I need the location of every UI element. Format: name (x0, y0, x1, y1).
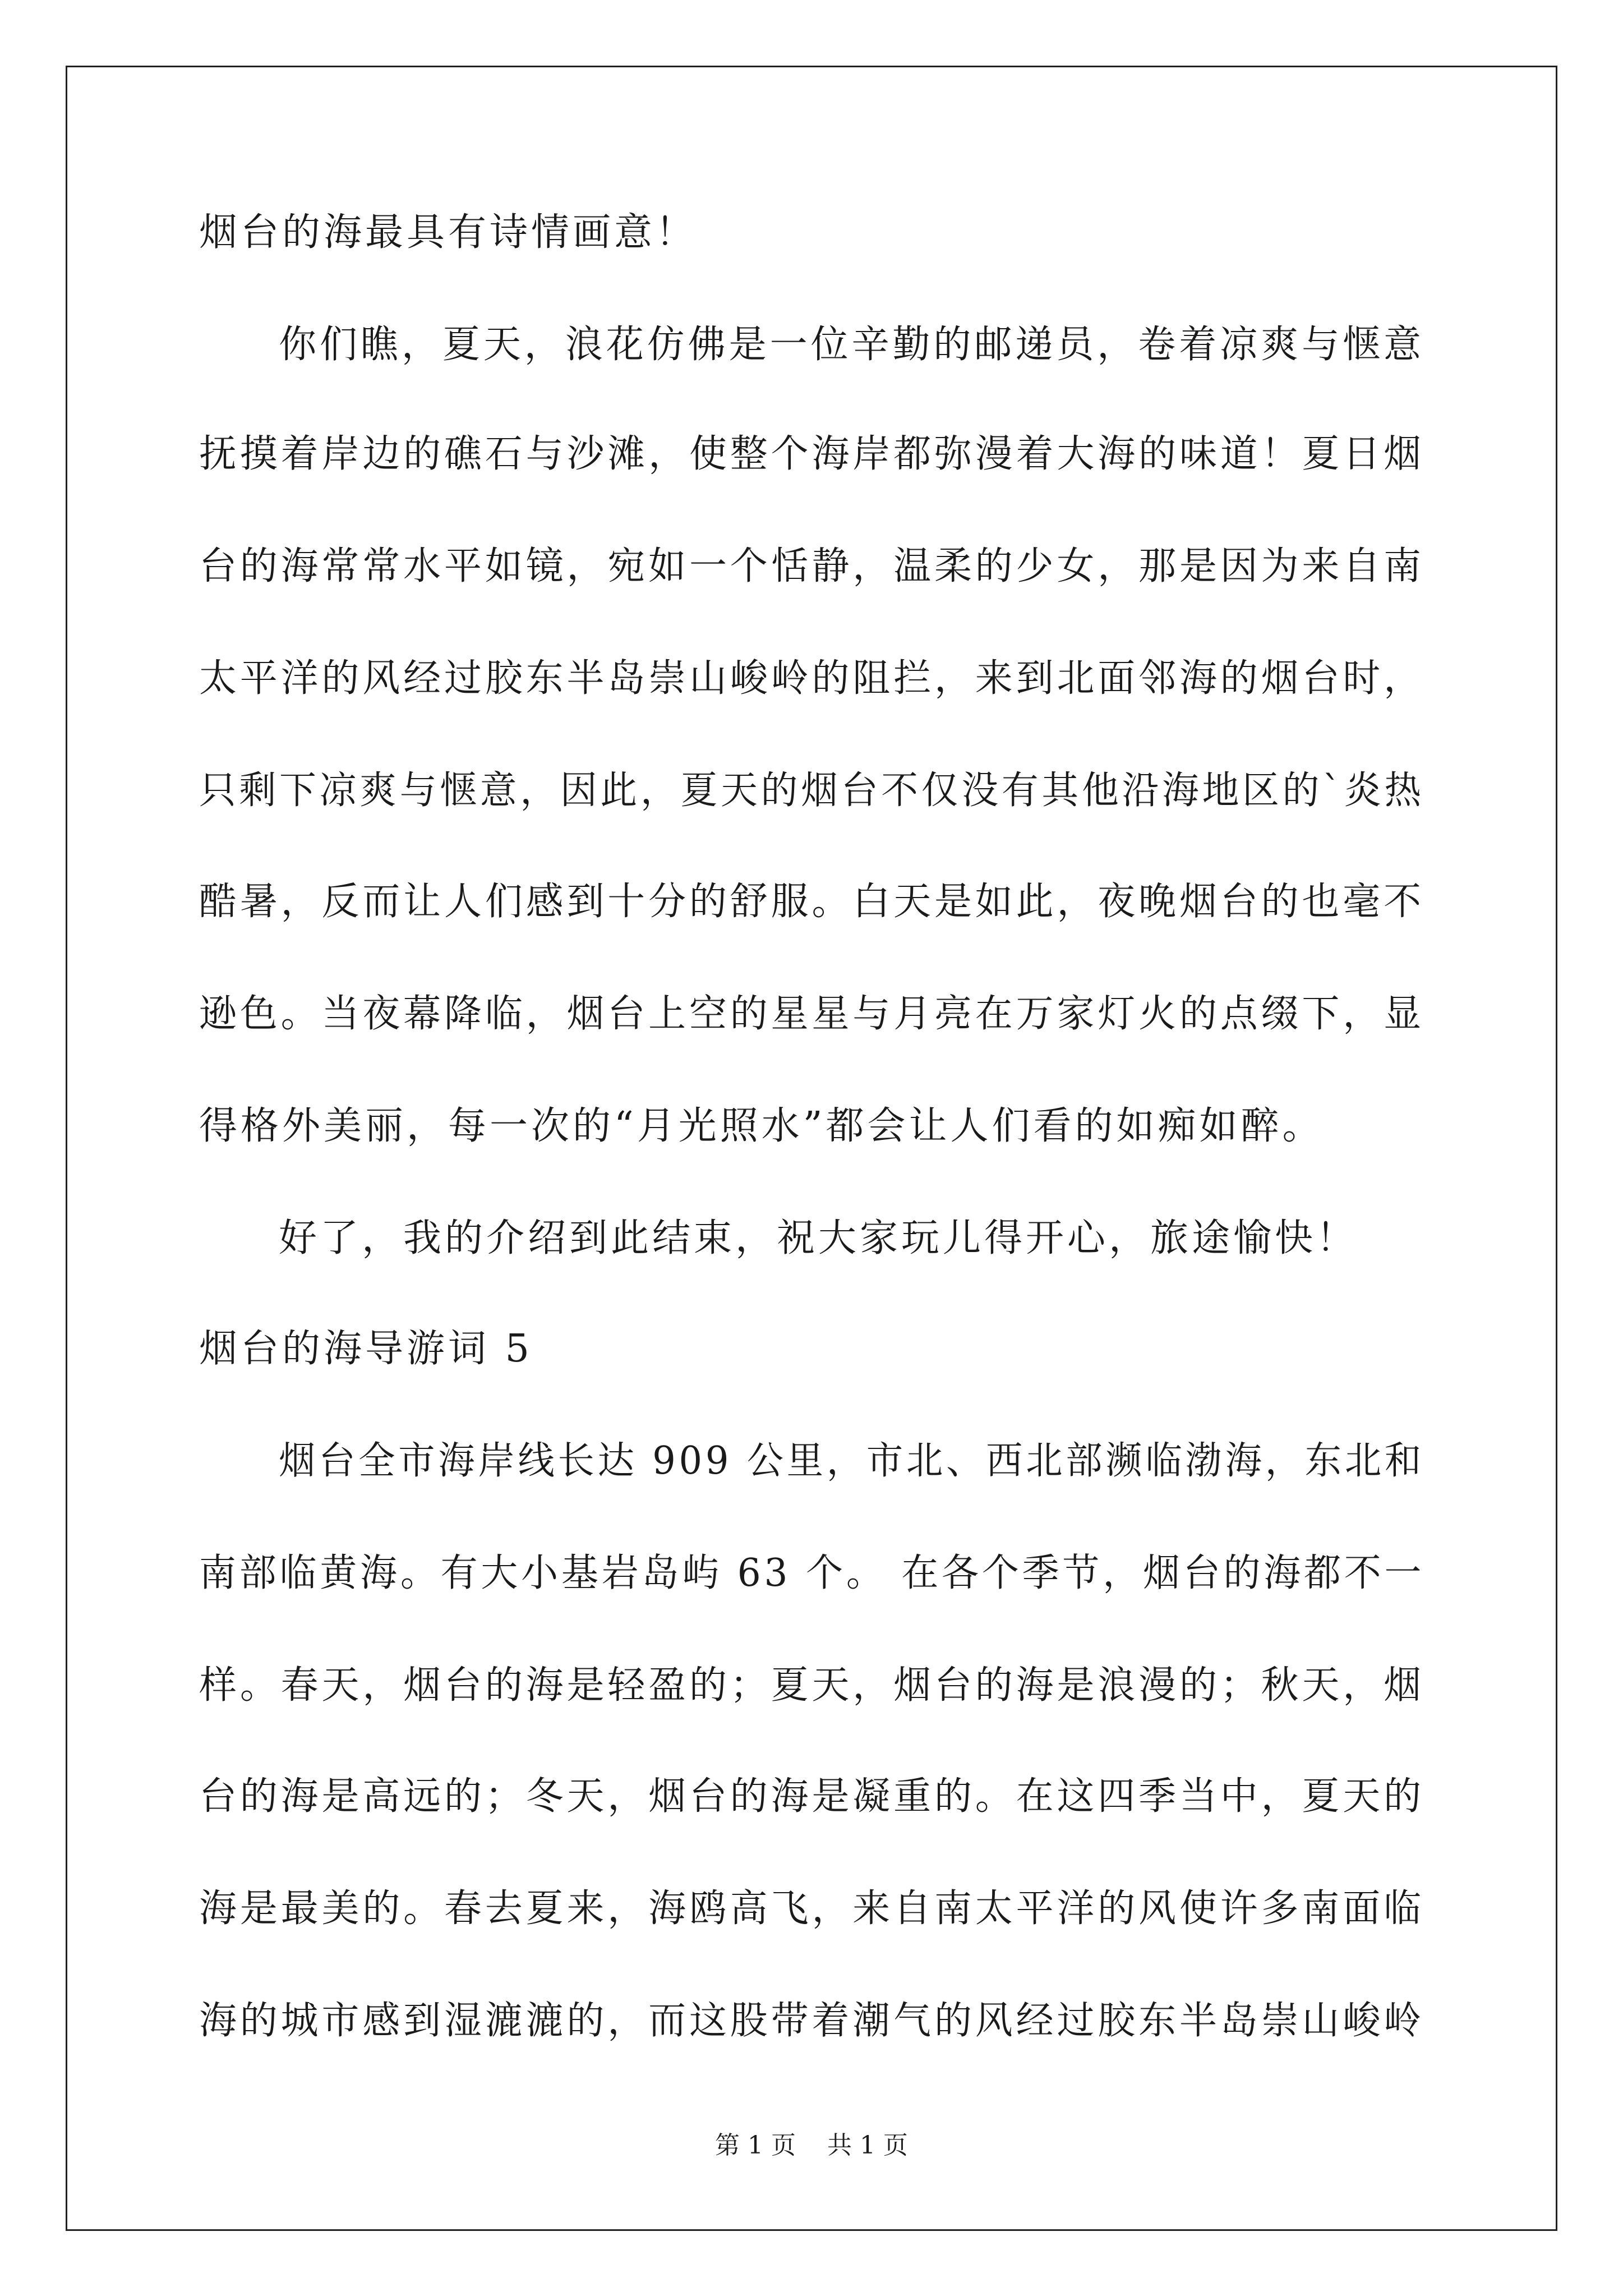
paragraph-line-3: 抚摸着岸边的礁石与沙滩，使整个海岸都弥漫着大海的味道！夏日烟 (199, 432, 1424, 476)
paragraph-line-13: 南部临黄海。有大小基岩岛屿 63 个。 在各个季节，烟台的海都不一 (199, 1551, 1425, 1595)
paragraph-line-1: 烟台的海最具有诗情画意！ (199, 210, 698, 255)
paragraph-line-17: 海的城市感到湿漉漉的，而这股带着潮气的风经过胶东半岛崇山峻岭 (199, 1999, 1424, 2043)
paragraph-line-2: 你们瞧，夏天，浪花仿佛是一位辛勤的邮递员，卷着凉爽与惬意 (279, 323, 1425, 367)
paragraph-line-5: 太平洋的风经过胶东半岛崇山峻岭的阻拦，来到北面邻海的烟台时， (199, 656, 1424, 701)
paragraph-line-14: 样。春天，烟台的海是轻盈的；夏天，烟台的海是浪漫的；秋天，烟 (199, 1663, 1424, 1708)
paragraph-line-8: 逊色。当夜幕降临，烟台上空的星星与月亮在万家灯火的点缀下，显 (199, 992, 1424, 1036)
paragraph-line-12: 烟台全市海岸线长达 909 公里，市北、西北部濒临渤海，东北和 (279, 1439, 1425, 1483)
paragraph-line-15: 台的海是高远的；冬天，烟台的海是凝重的。在这四季当中，夏天的 (199, 1774, 1424, 1819)
page-footer: 第 1 页 共 1 页 (715, 2131, 908, 2160)
paragraph-line-6: 只剩下凉爽与惬意，因此，夏天的烟台不仅没有其他沿海地区的`炎热 (199, 769, 1424, 813)
paragraph-line-7: 酷暑，反而让人们感到十分的舒服。白天是如此，夜晚烟台的也毫不 (199, 880, 1424, 924)
paragraph-line-4: 台的海常常水平如镜，宛如一个恬静，温柔的少女，那是因为来自南 (199, 544, 1424, 588)
paragraph-line-10: 好了，我的介绍到此结束，祝大家玩儿得开心，旅途愉快！ (279, 1216, 1358, 1260)
section-heading: 烟台的海导游词 5 (199, 1327, 533, 1371)
paragraph-line-9: 得格外美丽，每一次的“月光照水”都会让人们看的如痴如醉。 (199, 1104, 1324, 1148)
paragraph-line-16: 海是最美的。春去夏来，海鸥高飞，来自南太平洋的风使许多南面临 (199, 1887, 1424, 1931)
